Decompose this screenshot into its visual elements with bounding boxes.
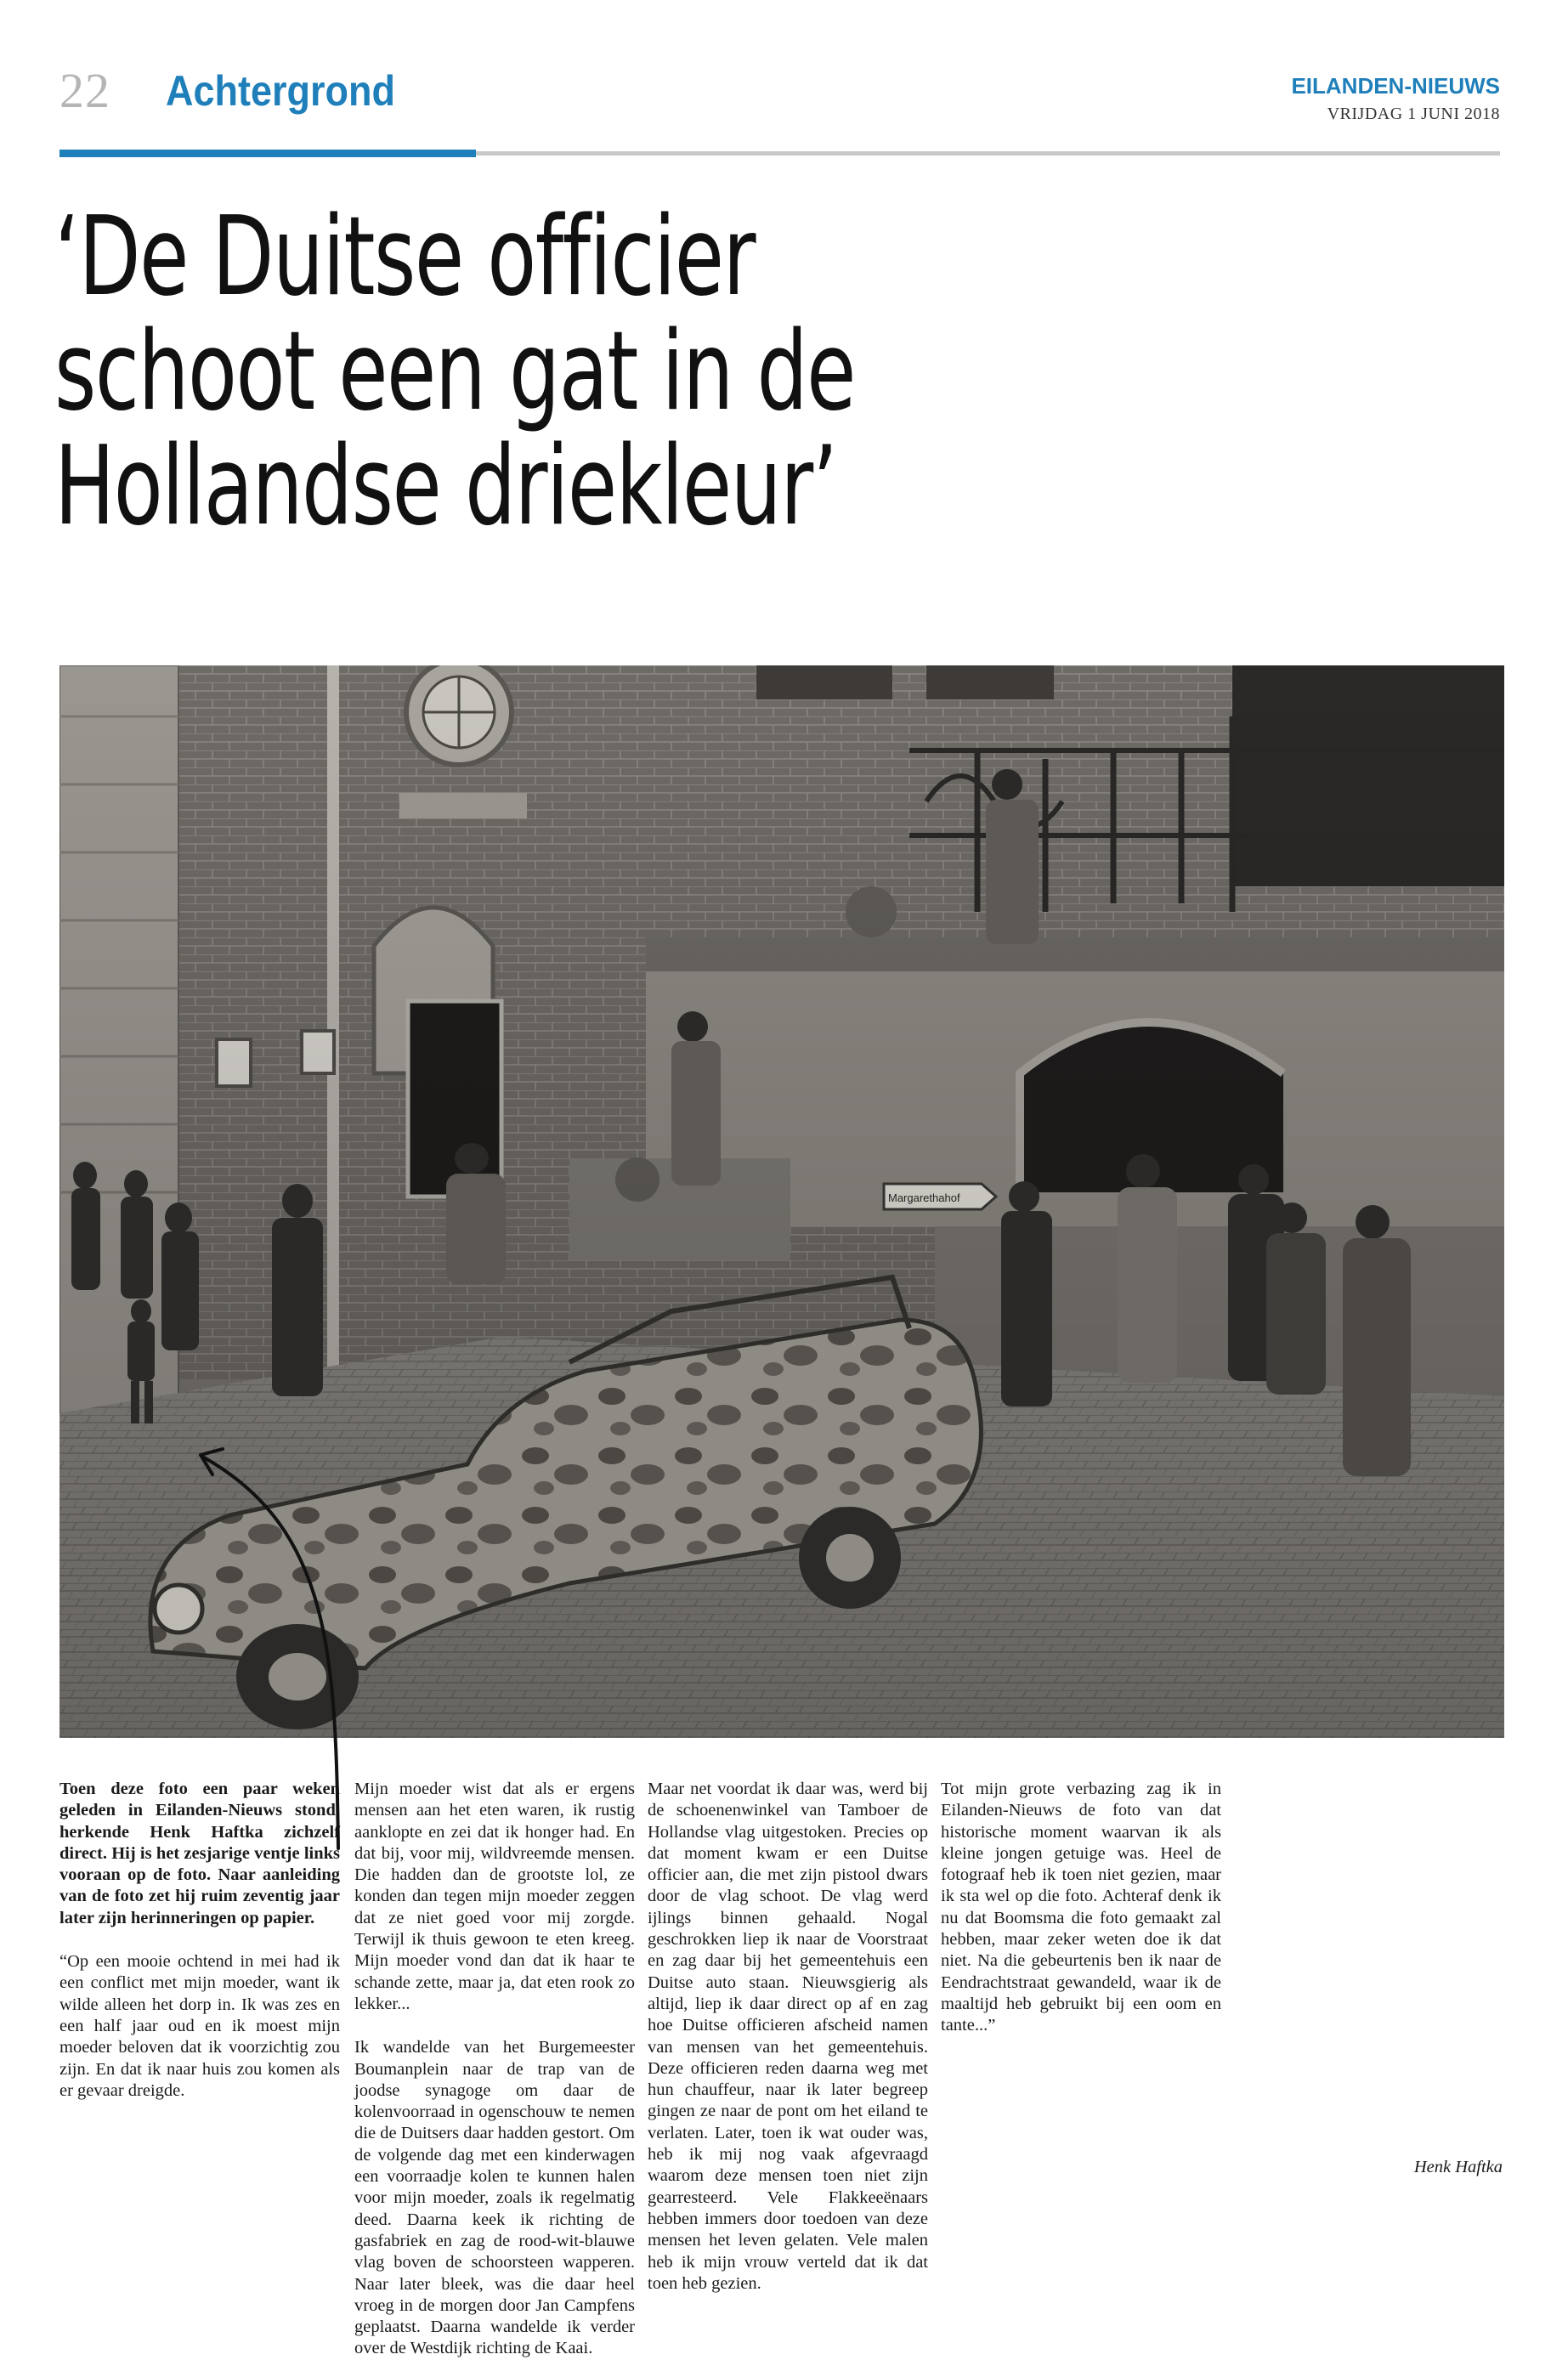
headline <box>54 194 935 550</box>
article-paragraph: Mijn moeder wist dat als er ergens mensen aan het eten waren, ik rustig aanklopte en zei dat ik honger had. En dat bij, voor mij, wildvreemde mensen. Die hadden dan de grootste lol, ze konden dan tegen mijn moeder zeggen dat ze niet goed voor mij zorgde. Terwijl ik thuis gewoon te eten kreeg. Mijn moeder vond dan dat ik haar te schande zette, maar ja, dat eten rook zo lekker... <box>354 1780 635 2013</box>
headline-line-1: ‘De Duitse officier <box>54 194 756 320</box>
article-intro: Toen deze foto een paar weken geleden in Eilanden-Nieuws stond, herkende Henk Haftka zichzelf direct. Hij is het zesjarige ventje links vooraan op de foto. Naar aanleiding van de foto zet hij ruim zeventig jaar later zijn herinneringen op papier. <box>59 1780 340 1927</box>
section-title: Achtergrond <box>166 67 395 115</box>
article-column-3 <box>648 1779 928 2295</box>
historic-photo <box>59 665 1504 1738</box>
article-paragraph: “Op een mooie ochtend in mei had ik een conflict met mijn moeder, want ik wilde alleen het dorp in. Ik was zes en een half jaar oud en ik moest mijn moeder beloven dat ik voorzichtig zou zijn. En dat ik naar huis zou komen als er gevaar dreigde. <box>59 1952 340 2100</box>
masthead-logo: EILANDEN-NIEUWS <box>1291 73 1500 99</box>
headline-line-2: schoot een gat in de <box>54 308 855 435</box>
article-paragraph: Tot mijn grote verbazing zag ik in Eilanden-Nieuws de foto van dat historische moment waarvan ik als kleine jongen getuige was. Heel de fotograaf heb ik toen niet gezien, maar ik sta wel op die foto. Achteraf denk ik nu dat Boomsma die foto gemaakt zal hebben, maar zeker weten doe ik dat niet. Na die gebeurtenis ben ik naar de Eendrachtstraat gewandeld, waar ik de maaltijd heb gebruikt bij een oom en tante...” <box>941 1780 1221 2035</box>
article-column-4 <box>941 1779 1221 2037</box>
byline: Henk Haftka <box>1413 2158 1503 2176</box>
article-paragraph-continued <box>354 2037 635 2359</box>
article-column-1 <box>59 1779 340 2102</box>
article-paragraph: Maar net voordat ik daar was, werd bij de schoenenwinkel van Tamboer de Hollandse vlag uitgestoken. Precies op dat moment kwam er een Duitse officier aan, die met zijn pistool dwars door de vlag schoot. De vlag werd ijlings binnen gehaald. Nogal geschrokken liep ik naar de Voorstraat en zag daar bij het gemeentehuis een Duitse auto staan. Nieuwsgierig als altijd, liep ik daar direct op af en zag hoe Duitse officieren afscheid namen van mensen van het gemeentehuis. Deze officieren reden daarna weg met hun chauffeur, naar ik later begreep gingen ze naar de pont om het eiland te verlaten. Later, toen ik wat ouder was, heb ik mij nog vaak afgevraagd waarom deze mensen toen niet zijn gearresteerd. Vele Flakkeeënaars hebben immers door toedoen van deze mensen het leven gelaten. Vele malen heb ik mijn vrouw verteld dat ik dat toen heb gezien. <box>648 1780 928 2293</box>
article-column-2 <box>354 1779 635 2360</box>
page-number: 22 <box>59 63 110 118</box>
issue-date: VRIJDAG 1 JUNI 2018 <box>1327 105 1500 123</box>
article-paragraph-text: Ik wandelde van het Burgemeester Boumanplein naar de trap van de joodse synagoge om daar de kolenvoorraad in ogenschouw te nemen die de Duitsers daar hadden gestort. Om de volgende dag met een kinderwagen een voorraadje kolen te kunnen halen voor mijn moeder, zoals ik regelmatig deed. Daarna keek ik richting de gasfabriek en zag de rood-wit-blauwe vlag boven de schoorsteen wapperen. Naar later bleek, was die daar heel vroeg in de morgen door Jan Campfens geplaatst. Daarna wandelde ik verder over de Westdijk richting de Kaai. <box>354 2038 635 2358</box>
header-rule <box>476 151 1500 156</box>
header-rule-accent <box>59 150 476 157</box>
headline-line-3: Hollandse driekleur’ <box>54 423 837 550</box>
